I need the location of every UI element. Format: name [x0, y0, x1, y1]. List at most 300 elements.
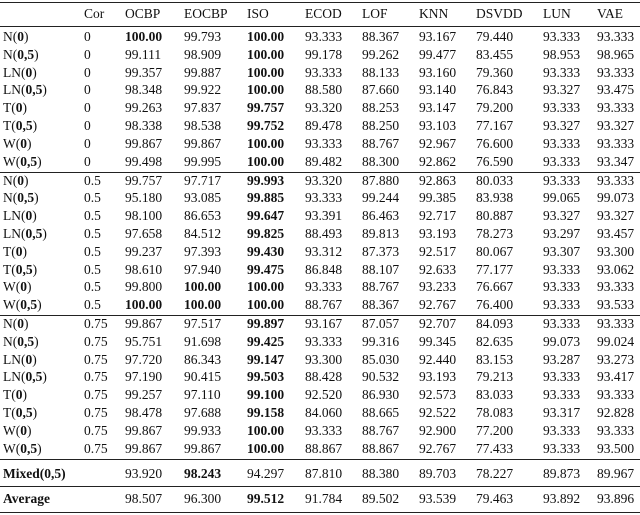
header-iso: ISO	[247, 6, 269, 21]
score-lun: 93.333	[543, 135, 581, 151]
score-ocbp: 99.867	[125, 135, 163, 151]
table-row	[0, 99, 640, 117]
row-label-param: 0	[25, 208, 33, 224]
score-ocbp: 100.00	[125, 297, 163, 313]
row-label-suffix: )	[32, 64, 37, 80]
score-iso: 100.00	[247, 153, 285, 169]
score-lof: 87.660	[362, 82, 400, 98]
score-iso: 100.00	[247, 46, 285, 62]
score-ocbp: 99.237	[125, 243, 163, 259]
score-knn: 92.967	[419, 135, 457, 151]
score-lof: 99.316	[362, 333, 400, 349]
table-row	[0, 189, 640, 207]
row-label-param: 0,5	[20, 153, 38, 169]
score-ocbp: 99.257	[125, 387, 163, 403]
cor-value: 0.5	[84, 297, 101, 313]
cor-value: 0.75	[84, 387, 108, 403]
header-row	[0, 5, 640, 23]
score-knn: 93.103	[419, 118, 457, 133]
score-ecod: 92.520	[305, 387, 343, 403]
row-label-prefix: W(	[3, 422, 21, 438]
score-lof: 88.767	[362, 135, 400, 151]
row-label	[3, 153, 42, 171]
row-label-prefix: N(	[3, 333, 18, 349]
score-eocbp: 97.688	[184, 405, 222, 420]
cor-value: 0.5	[84, 190, 101, 206]
score-lun: 93.333	[543, 64, 581, 80]
row-label	[3, 99, 27, 117]
row-label-param: 0	[15, 243, 23, 259]
row-label-suffix: )	[32, 351, 37, 367]
row-label	[3, 81, 47, 99]
score-vae: 93.500	[597, 440, 635, 456]
score-ocbp: 99.867	[125, 440, 163, 456]
score-iso: 99.897	[247, 316, 285, 331]
score-ecod: 93.333	[305, 64, 343, 80]
table-row	[0, 351, 640, 369]
cor-value: 0.75	[84, 369, 108, 385]
average-score-ocbp: 98.507	[125, 491, 163, 506]
row-label	[3, 28, 29, 46]
row-label	[3, 440, 42, 458]
score-vae: 99.024	[597, 333, 635, 349]
score-ecod: 93.333	[305, 29, 343, 44]
score-ocbp: 99.498	[125, 153, 163, 169]
table-row	[0, 422, 640, 440]
score-vae: 93.475	[597, 82, 635, 98]
cor-value: 0.5	[84, 279, 101, 295]
cor-value: 0.75	[84, 405, 108, 420]
score-iso: 100.00	[247, 440, 285, 456]
score-ocbp: 99.357	[125, 64, 163, 80]
score-eocbp: 97.110	[184, 387, 221, 403]
score-knn: 92.440	[419, 351, 457, 367]
row-label-param: 0,5	[15, 118, 33, 133]
score-vae: 93.333	[597, 29, 635, 44]
row-label-prefix: N(	[3, 190, 18, 206]
score-eocbp: 98.538	[184, 118, 222, 133]
row-label-param: 0,5	[17, 333, 35, 349]
score-lun: 93.297	[543, 225, 581, 241]
score-lun: 93.333	[543, 297, 581, 313]
score-eocbp: 98.909	[184, 46, 222, 62]
score-dsvdd: 77.167	[476, 118, 514, 133]
score-ocbp: 97.720	[125, 351, 163, 367]
row-label-prefix: LN(	[3, 64, 26, 80]
cor-value: 0.75	[84, 316, 108, 331]
score-knn: 99.385	[419, 190, 457, 206]
row-label-param: 0	[25, 64, 33, 80]
score-vae: 93.333	[597, 135, 635, 151]
header-ecod: ECOD	[305, 6, 342, 21]
row-label-prefix: LN(	[3, 208, 26, 224]
cor-value: 0.75	[84, 422, 108, 438]
row-label	[3, 64, 37, 82]
score-vae: 93.327	[597, 208, 635, 224]
row-label-prefix: T(	[3, 243, 16, 259]
score-knn: 92.767	[419, 297, 457, 313]
score-lun: 99.065	[543, 190, 581, 206]
row-label-param: 0,5	[20, 440, 38, 456]
mixed-score-eocbp: 98.243	[184, 466, 222, 481]
score-lun: 93.333	[543, 440, 581, 456]
table-row	[0, 172, 640, 190]
score-iso: 99.993	[247, 172, 285, 188]
row-label-prefix: N(	[3, 172, 18, 188]
score-ecod: 89.482	[305, 153, 343, 169]
row-label-suffix: )	[34, 333, 39, 349]
score-knn: 93.140	[419, 82, 457, 98]
score-vae: 98.965	[597, 46, 635, 62]
score-ocbp: 99.757	[125, 172, 163, 188]
row-label-suffix: )	[22, 243, 27, 259]
score-lun: 99.073	[543, 333, 581, 349]
score-lun: 93.327	[543, 82, 581, 98]
row-label	[3, 243, 27, 261]
score-vae: 93.062	[597, 261, 635, 277]
row-label	[3, 333, 39, 351]
score-dsvdd: 76.590	[476, 153, 514, 169]
row-label-suffix: )	[24, 172, 29, 188]
score-lun: 93.333	[543, 153, 581, 169]
mixed-score-dsvdd: 78.227	[476, 466, 514, 481]
row-label-param: 0	[17, 316, 24, 331]
mixed-score-knn: 89.703	[419, 466, 457, 481]
score-dsvdd: 76.843	[476, 82, 514, 98]
row-label-prefix: T(	[3, 405, 16, 420]
score-lof: 88.253	[362, 100, 400, 116]
score-ocbp: 95.751	[125, 333, 163, 349]
score-dsvdd: 76.667	[476, 279, 514, 295]
row-label-param: 0,5	[15, 405, 33, 420]
score-ecod: 88.867	[305, 440, 343, 456]
header-knn: KNN	[419, 6, 449, 21]
score-knn: 93.193	[419, 225, 457, 241]
row-label-prefix: N(	[3, 46, 18, 62]
score-lun: 93.287	[543, 351, 581, 367]
cor-value: 0.75	[84, 440, 108, 456]
score-iso: 99.752	[247, 118, 285, 133]
score-dsvdd: 80.887	[476, 208, 514, 224]
score-eocbp: 97.717	[184, 172, 222, 188]
score-knn: 99.477	[419, 46, 457, 62]
average-score-iso: 99.512	[247, 491, 285, 506]
row-label-param: 0	[17, 29, 24, 44]
score-knn: 93.160	[419, 64, 457, 80]
row-label-prefix: W(	[3, 440, 21, 456]
header-lun: LUN	[543, 6, 571, 21]
row-label-prefix: T(	[3, 118, 16, 133]
row-label-prefix: T(	[3, 387, 16, 403]
cor-value: 0	[84, 46, 91, 62]
score-dsvdd: 77.177	[476, 261, 514, 277]
score-ecod: 93.333	[305, 135, 343, 151]
score-eocbp: 99.922	[184, 82, 222, 98]
score-lof: 99.244	[362, 190, 400, 206]
score-lof: 87.373	[362, 243, 400, 259]
cor-value: 0	[84, 64, 91, 80]
score-knn: 93.233	[419, 279, 457, 295]
table-row	[0, 117, 640, 135]
score-ocbp: 97.190	[125, 369, 163, 385]
score-lof: 87.880	[362, 172, 400, 188]
row-label	[3, 117, 37, 135]
score-iso: 100.00	[247, 135, 285, 151]
average-score-dsvdd: 79.463	[476, 491, 514, 506]
score-dsvdd: 79.360	[476, 64, 514, 80]
row-label	[3, 404, 37, 422]
score-dsvdd: 77.200	[476, 422, 514, 438]
score-ecod: 88.428	[305, 369, 343, 385]
score-ecod: 99.178	[305, 46, 343, 62]
score-lof: 87.057	[362, 316, 400, 331]
cor-value: 0.5	[84, 208, 101, 224]
score-ecod: 93.300	[305, 351, 343, 367]
score-lof: 88.665	[362, 405, 400, 420]
row-label-param: 0,5	[20, 297, 38, 313]
score-ecod: 88.767	[305, 297, 343, 313]
score-knn: 92.522	[419, 405, 457, 420]
score-vae: 92.828	[597, 405, 635, 420]
score-knn: 93.147	[419, 100, 457, 116]
score-ocbp: 99.800	[125, 279, 163, 295]
score-iso: 99.503	[247, 369, 285, 385]
row-label	[3, 207, 37, 225]
score-eocbp: 84.512	[184, 225, 222, 241]
score-iso: 100.00	[247, 279, 285, 295]
cor-value: 0	[84, 118, 91, 133]
score-lun: 93.333	[543, 29, 581, 44]
table-row	[0, 46, 640, 64]
score-eocbp: 99.867	[184, 135, 222, 151]
score-vae: 93.273	[597, 351, 635, 367]
row-label-param: 0,5	[25, 225, 43, 241]
score-ecod: 93.167	[305, 316, 343, 331]
score-lun: 93.333	[543, 279, 581, 295]
table-row	[0, 333, 640, 351]
score-ocbp: 98.610	[125, 261, 163, 277]
score-iso: 100.00	[247, 82, 285, 98]
score-lof: 88.250	[362, 118, 400, 133]
row-label	[3, 46, 39, 64]
row-label-suffix: )	[32, 261, 38, 277]
average-rule-top	[0, 486, 640, 487]
score-ocbp: 100.00	[125, 29, 163, 44]
row-label-suffix: )	[27, 422, 32, 438]
score-eocbp: 99.887	[184, 64, 222, 80]
row-label-param: 0	[20, 135, 27, 151]
score-ecod: 93.391	[305, 208, 343, 224]
cor-value: 0.5	[84, 172, 101, 188]
score-iso: 100.00	[247, 64, 285, 80]
score-dsvdd: 78.083	[476, 405, 514, 420]
score-ecod: 86.848	[305, 261, 343, 277]
score-lof: 88.133	[362, 64, 400, 80]
table-row	[0, 368, 640, 386]
row-label-param: 0,5	[15, 261, 33, 277]
cor-value: 0	[84, 29, 91, 44]
mixed-score-iso: 94.297	[247, 466, 285, 481]
score-vae: 93.333	[597, 172, 635, 188]
score-lof: 88.767	[362, 422, 400, 438]
score-eocbp: 99.793	[184, 29, 222, 44]
score-vae: 93.417	[597, 369, 635, 385]
score-dsvdd: 83.033	[476, 387, 514, 403]
score-dsvdd: 79.440	[476, 29, 514, 44]
row-label-suffix: )	[42, 369, 47, 385]
row-label-param: 0	[15, 100, 23, 116]
score-iso: 99.158	[247, 405, 285, 420]
score-vae: 93.333	[597, 100, 635, 116]
score-lof: 85.030	[362, 351, 400, 367]
score-dsvdd: 76.600	[476, 135, 514, 151]
header-eocbp: EOCBP	[184, 6, 228, 21]
score-vae: 93.333	[597, 422, 635, 438]
table-row	[0, 64, 640, 82]
mixed-score-vae: 89.967	[597, 466, 635, 481]
table-row	[0, 243, 640, 261]
table-row	[0, 81, 640, 99]
row-label-param: 0,5	[25, 369, 43, 385]
score-knn: 92.707	[419, 316, 457, 331]
score-dsvdd: 83.455	[476, 46, 514, 62]
mixed-score-lof: 88.380	[362, 466, 400, 481]
row-label-suffix: )	[22, 387, 27, 403]
score-iso: 99.430	[247, 243, 285, 259]
score-lof: 88.767	[362, 279, 400, 295]
score-eocbp: 99.867	[184, 440, 222, 456]
score-lof: 88.867	[362, 440, 400, 456]
score-vae: 99.073	[597, 190, 635, 206]
average-label: Average	[3, 491, 50, 506]
score-lof: 88.300	[362, 153, 400, 169]
bottom-rule	[0, 512, 640, 513]
table-row	[0, 225, 640, 243]
row-label-param: 0	[20, 422, 27, 438]
row-label-suffix: )	[24, 29, 29, 44]
score-ocbp: 99.263	[125, 100, 163, 116]
cor-value: 0.75	[84, 351, 108, 367]
row-label-suffix: )	[42, 225, 47, 241]
score-knn: 92.573	[419, 387, 457, 403]
row-label	[3, 261, 37, 279]
header-vae: VAE	[597, 6, 624, 21]
score-ecod: 93.333	[305, 422, 343, 438]
score-dsvdd: 83.938	[476, 190, 514, 206]
score-ocbp: 97.658	[125, 225, 163, 241]
table-row	[0, 135, 640, 153]
score-eocbp: 90.415	[184, 369, 222, 385]
mixed-label: Mixed(0,5)	[3, 466, 66, 481]
score-vae: 93.457	[597, 225, 635, 241]
score-ecod: 88.493	[305, 225, 343, 241]
row-label-prefix: LN(	[3, 225, 26, 241]
score-lun: 93.327	[543, 208, 581, 224]
score-knn: 92.717	[419, 208, 457, 224]
score-ocbp: 98.478	[125, 405, 163, 420]
score-dsvdd: 80.067	[476, 243, 514, 259]
score-ocbp: 95.180	[125, 190, 163, 206]
mixed-score-ocbp: 93.920	[125, 466, 163, 481]
score-iso: 100.00	[247, 29, 285, 44]
row-label-prefix: W(	[3, 153, 21, 169]
header-lof: LOF	[362, 6, 388, 21]
table-row	[0, 28, 640, 46]
score-dsvdd: 82.635	[476, 333, 514, 349]
row-label	[3, 172, 29, 190]
row-label-param: 0	[17, 172, 24, 188]
score-eocbp: 97.393	[184, 243, 222, 259]
table-row	[0, 315, 640, 333]
row-label-prefix: W(	[3, 297, 21, 313]
score-iso: 99.100	[247, 387, 285, 403]
score-ecod: 93.333	[305, 333, 343, 349]
row-label	[3, 296, 42, 314]
score-dsvdd: 76.400	[476, 297, 514, 313]
mixed-score-ecod: 87.810	[305, 466, 343, 481]
table-row	[0, 440, 640, 458]
row-label-prefix: LN(	[3, 82, 26, 98]
cor-value: 0	[84, 100, 91, 116]
score-lun: 93.333	[543, 422, 581, 438]
score-eocbp: 100.00	[184, 297, 222, 313]
mixed-row	[0, 465, 640, 483]
cor-value: 0	[84, 135, 91, 151]
row-label-param: 0,5	[17, 190, 35, 206]
score-lun: 93.333	[543, 316, 581, 331]
score-eocbp: 91.698	[184, 333, 222, 349]
table-row	[0, 153, 640, 171]
score-lun: 93.333	[543, 369, 581, 385]
score-lof: 86.930	[362, 387, 400, 403]
row-label-suffix: )	[37, 153, 42, 169]
row-label-prefix: T(	[3, 100, 16, 116]
score-eocbp: 97.940	[184, 261, 222, 277]
score-lun: 93.307	[543, 243, 581, 259]
average-score-knn: 93.539	[419, 491, 457, 506]
row-label-prefix: LN(	[3, 369, 26, 385]
average-row	[0, 490, 640, 508]
average-score-lof: 89.502	[362, 491, 400, 506]
row-label-suffix: )	[34, 46, 39, 62]
score-eocbp: 99.995	[184, 153, 222, 169]
row-label	[3, 189, 39, 207]
score-vae: 93.333	[597, 64, 635, 80]
row-label-prefix: LN(	[3, 351, 26, 367]
score-lof: 90.532	[362, 369, 400, 385]
score-ocbp: 99.867	[125, 316, 163, 331]
row-label-suffix: )	[32, 405, 38, 420]
cor-value: 0.75	[84, 333, 108, 349]
cor-value: 0.5	[84, 261, 101, 277]
score-vae: 93.533	[597, 297, 635, 313]
table-row	[0, 296, 640, 314]
score-lun: 93.333	[543, 387, 581, 403]
row-label-suffix: )	[37, 440, 42, 456]
score-ocbp: 99.111	[125, 46, 162, 62]
score-knn: 92.863	[419, 172, 457, 188]
score-lun: 93.317	[543, 405, 581, 420]
score-ocbp: 99.867	[125, 422, 163, 438]
cor-value: 0.5	[84, 225, 101, 241]
score-lof: 89.813	[362, 225, 400, 241]
score-iso: 99.885	[247, 190, 285, 206]
row-label-suffix: )	[27, 279, 32, 295]
score-vae: 93.333	[597, 279, 635, 295]
score-dsvdd: 80.033	[476, 172, 514, 188]
score-knn: 99.345	[419, 333, 457, 349]
score-knn: 92.862	[419, 153, 457, 169]
